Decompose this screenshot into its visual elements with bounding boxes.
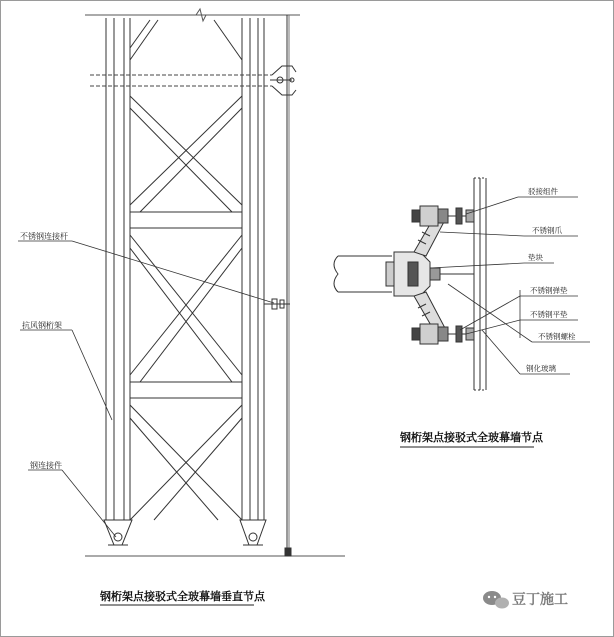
chat-bubble-icon	[483, 591, 509, 609]
label-spider-component: 驳接组件	[528, 187, 558, 196]
left-drawing-title: 钢桁架点接驳式全玻幕墙垂直节点	[100, 590, 265, 603]
node-detail	[334, 178, 486, 390]
label-gasket: 垫块	[528, 253, 543, 262]
label-stainless-washer: 不锈钢弹垫	[530, 286, 568, 295]
label-stainless-claw: 不锈钢爪	[532, 226, 562, 235]
label-steel-connector: 钢连接件	[30, 461, 62, 470]
truss-elevation	[85, 9, 345, 556]
label-stainless-link: 不锈钢连接杆	[20, 232, 68, 241]
right-drawing-title: 钢桁架点接驳式全玻幕墙节点	[400, 431, 543, 444]
watermark-text: 豆丁施工	[512, 592, 568, 608]
label-stainless-flat-washer: 不锈钢平垫	[530, 310, 568, 319]
label-tempered-glass: 钢化玻璃	[526, 364, 556, 373]
label-wind-truss: 抗风钢桁架	[22, 321, 62, 330]
truss-labels	[18, 241, 274, 537]
label-stainless-bolt: 不锈钢螺栓	[538, 332, 576, 341]
